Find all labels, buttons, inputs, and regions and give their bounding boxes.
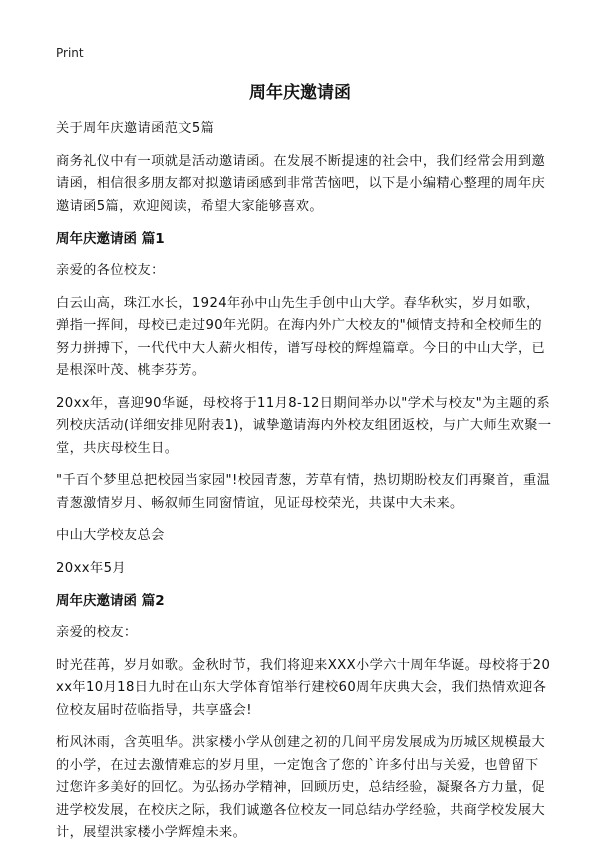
intro-subtitle: 关于周年庆邀请函范文5篇 — [56, 121, 215, 136]
section1-signature: 中山大学校友总会 — [56, 528, 165, 543]
section1-greeting: 亲爱的各位校友： — [56, 263, 165, 278]
section1-date: 20xx年5月 — [56, 560, 126, 576]
section2-paragraph-2: 桁风沐雨，含英咀华。洪家楼小学从创建之初的几间平房发展成为历城区规模最大的小学，在过去激情难忘的岁月里，一定饱含了您的`许多付出与关爱，也曾留下过您许多美好的回忆。为弘扬办学精神，回顾历史，总结经验，凝聚各方力量，促进学校发展，在校庆之际，我们诚邀各位校友一同总结办学经验，共商学校发展大计，展望洪家楼小学辉煌未来。 — [56, 735, 546, 840]
page-title: 周年庆邀请函 — [249, 83, 351, 103]
document-body — [56, 118, 552, 855]
section-heading-1: 周年庆邀请函 篇1 — [56, 231, 165, 247]
section1-paragraph-2: 20xx年，喜迎90华诞，母校将于11月8-12日期间举办以"学术与校友"为主题的系列校庆活动(详细安排见附表1)，诚挚邀请海内外校友组团返校，与广大师生欢聚一堂，共庆母校生日。 — [56, 395, 552, 456]
section1-paragraph-3: "千百个梦里总把校园当家园"!校园青葱，芳草有情，热切期盼校友们再聚首，重温青葱激情岁月、畅叙师生同窗情谊，见证母校荣光，共谋中大未来。 — [56, 473, 551, 511]
section2-paragraph-1: 时光荏苒，岁月如歌。金秋时节，我们将迎来XXX小学六十周年华诞。母校将于20xx年10月18日九时在山东大学体育馆举行建校60周年庆典大会，我们热情欢迎各位校友届时莅临指导，共享盛会! — [56, 657, 551, 718]
section2-greeting: 亲爱的校友： — [56, 625, 138, 640]
intro-paragraph: 商务礼仪中有一项就是活动邀请函。在发展不断提速的社会中，我们经常会用到邀请函，相信很多朋友都对拟邀请函感到非常苦恼吧，以下是小编精心整理的周年庆邀请函5篇，欢迎阅读，希望大家能够喜欢。 — [56, 153, 546, 214]
section1-paragraph-1: 白云山高，珠江水长，1924年孙中山先生手创中山大学。春华秋实，岁月如歌，弹指一挥间，母校已走过90年光阴。在海内外广大校友的"倾情支持和全校师生的努力拼搏下，一代代中大人薪火相传，谱写母校的辉煌篇章。今日的中山大学，已是根深叶茂、桃李芬芳。 — [56, 295, 546, 378]
section-heading-2: 周年庆邀请函 篇2 — [56, 593, 165, 609]
print-label: Print — [56, 46, 84, 60]
